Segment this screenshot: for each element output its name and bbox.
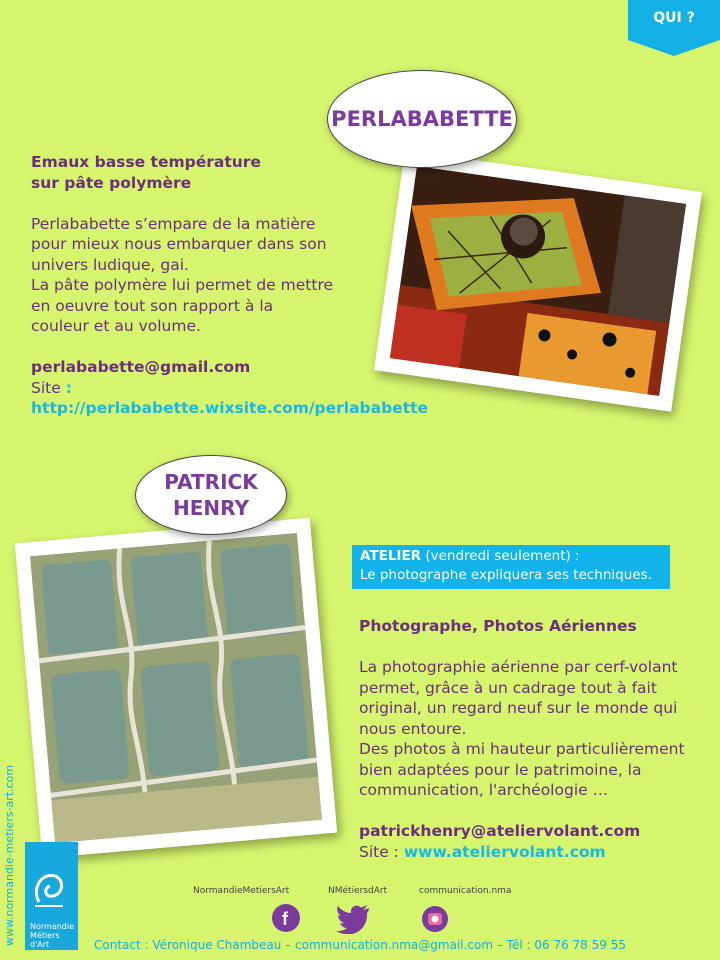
logo-text-line: d'Art [30, 940, 50, 949]
artist2-subtitle: Photographe, Photos Aériennes [359, 617, 637, 635]
artist2-site-link[interactable]: www.ateliervolant.com [403, 842, 606, 861]
artist1-subtitle [31, 152, 471, 193]
artist1-email[interactable]: perlababette@gmail.com [31, 358, 251, 376]
logo-text-line: Normandie [30, 922, 75, 931]
artist1-site-link[interactable]: http://perlababette.wixsite.com/perlababette [31, 399, 429, 417]
atelier-when: (vendredi seulement) : [421, 548, 580, 564]
artist2-body-line: La photographie aérienne par cerf-volant [359, 658, 678, 676]
artist2-body-line: permet, grâce à un cadrage tout à fait [359, 678, 657, 697]
website-url-vertical[interactable]: www.normandie-metiers-art.com [3, 764, 16, 946]
artist2-body [359, 657, 714, 801]
qui-tab-label: QUI ? [653, 10, 695, 26]
artist1-name: PERLABABETTE [331, 107, 513, 131]
artist2-body-line: nous entoure. [359, 719, 467, 738]
artist1-body-line: en oeuvre tout son rapport à la [31, 296, 274, 315]
patrickhenry-photo [15, 518, 337, 859]
footer-contact: Contact : Véronique Chambeau – communication.nma@gmail.com – Tél : 06 76 78 59 55 [94, 938, 626, 952]
artist2-description [359, 616, 714, 862]
artist2-body-line: communication, l'archéologie … [359, 781, 609, 799]
artist1-site-label: Site [31, 378, 66, 397]
artist1-body-line: couleur et au volume. [31, 317, 201, 335]
artist2-site [359, 842, 714, 863]
facebook-icon[interactable] [272, 904, 300, 932]
artist2-body-line: bien adaptées pour le patrimoine, la [359, 760, 642, 779]
artist2-site-label: Site : [359, 842, 404, 861]
artist1-site [31, 378, 471, 419]
artist1-body-line: pour mieux nous embarquer dans son [31, 235, 327, 253]
artist1-subtitle-line: Emaux basse température [31, 153, 261, 171]
atelier-banner [352, 545, 670, 589]
twitter-label: NMétiersdArt [328, 886, 388, 896]
instagram-icon[interactable] [422, 906, 448, 932]
logo-text-line: Métiers [30, 931, 60, 940]
artist2-email[interactable]: patrickhenry@ateliervolant.com [359, 822, 641, 840]
artist1-body-line: Perlababette s’empare de la matière [31, 214, 316, 233]
artist2-name [164, 469, 257, 521]
artist1-body [31, 214, 471, 337]
artist2-body-line: Des photos à mi hauteur particulièrement [359, 740, 685, 758]
artist1-body-line: La pâte polymère lui permet de mettre [31, 276, 334, 294]
artist1-description [31, 152, 471, 419]
facebook-label: NormandieMetiersArt [193, 886, 290, 896]
tab-shape [628, 0, 720, 56]
atelier-title: ATELIER [360, 548, 422, 564]
atelier-desc: Le photographe expliquera ses techniques. [360, 567, 652, 583]
artist2-name-line: PATRICK [164, 470, 258, 494]
twitter-icon[interactable] [336, 904, 364, 932]
qui-tab[interactable] [628, 0, 720, 56]
artist1-body-line: univers ludique, gai. [31, 255, 189, 274]
instagram-label: communication.nma [419, 886, 512, 896]
artist2-name-line: HENRY [173, 496, 249, 520]
artist2-body-line: original, un regard neuf sur le monde qui [359, 699, 678, 717]
svg-text:f: f [282, 909, 288, 929]
artist1-site-sep: : [65, 378, 72, 397]
artist1-subtitle-line: sur pâte polymère [31, 173, 192, 192]
artist2-name-bubble [135, 455, 287, 535]
nma-logo [25, 842, 78, 950]
